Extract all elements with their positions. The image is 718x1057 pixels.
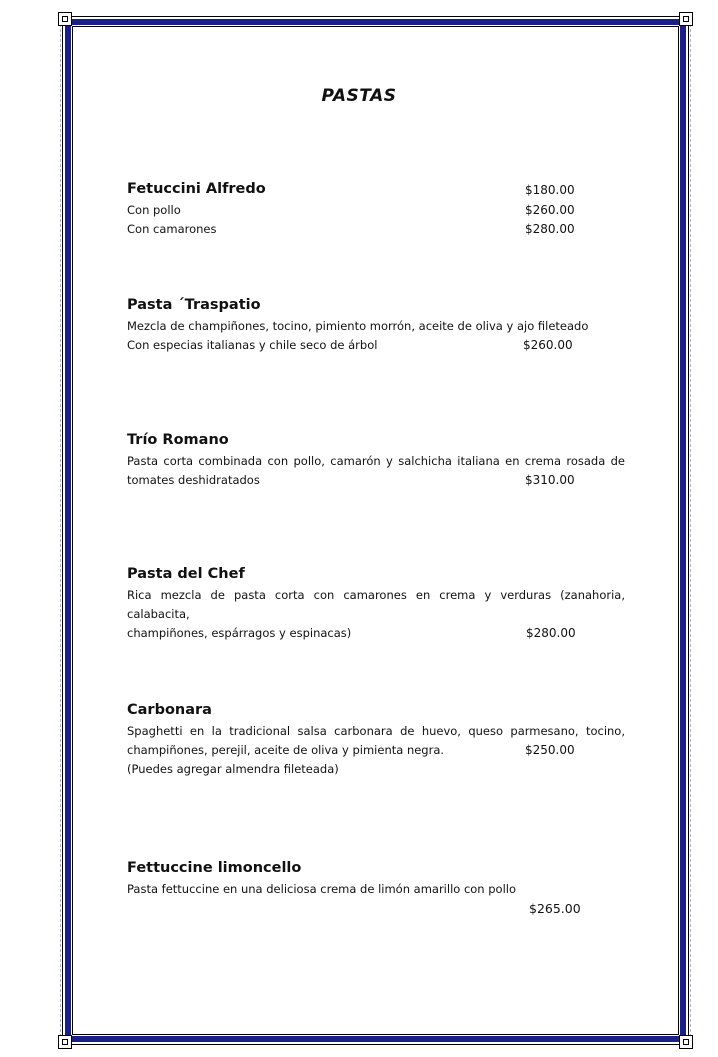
dish-name: Carbonara <box>127 702 212 718</box>
dish-name: Pasta del Chef <box>127 566 245 582</box>
frame-dashed-line-right <box>690 24 691 1037</box>
description-text: Mezcla de champiñones, tocino, pimiento morrón, aceite de oliva y ajo fileteado <box>127 319 589 333</box>
description-text: Rica mezcla de pasta corta con camarones en crema y verduras (zanahoria, calabacita, <box>127 588 625 621</box>
dish-price: $260.00 <box>523 338 573 352</box>
option-text: Con pollo <box>127 203 181 217</box>
description-line <box>127 586 625 624</box>
dish-price: $280.00 <box>526 626 576 640</box>
dish-price: $310.00 <box>525 473 575 487</box>
option-line <box>127 220 625 239</box>
dish-price: $265.00 <box>529 901 581 916</box>
description-line <box>127 722 625 741</box>
description-text: champiñones, perejil, aceite de oliva y pimienta negra. <box>127 743 445 757</box>
dish-name: Pasta ´Traspatio <box>127 297 261 313</box>
description-line <box>127 760 625 779</box>
frame-corner-top-left <box>58 12 72 26</box>
menu-item-trio-romano <box>127 431 625 490</box>
frame-corner-bottom-left <box>58 1035 72 1049</box>
description-line <box>127 336 625 355</box>
option-price: $260.00 <box>525 203 575 217</box>
menu-item-pasta-del-chef <box>127 565 625 643</box>
description-line <box>127 624 625 643</box>
option-text: Con camarones <box>127 222 217 236</box>
description-line <box>127 317 625 336</box>
dish-price: $180.00 <box>525 183 575 197</box>
option-line <box>127 201 625 220</box>
dish-price: $250.00 <box>525 743 575 757</box>
description-line <box>127 880 625 899</box>
menu-item-carbonara <box>127 701 625 779</box>
menu-item-fetuccini-alfredo <box>127 180 625 239</box>
description-text: (Puedes agregar almendra fileteada) <box>127 762 339 776</box>
description-text: champiñones, espárragos y espinacas) <box>127 626 352 640</box>
frame-corner-top-right <box>679 12 693 26</box>
option-price: $280.00 <box>525 222 575 236</box>
page-title: PASTAS <box>321 86 397 106</box>
description-text: tomates deshidratados <box>127 473 260 487</box>
description-line <box>127 471 625 490</box>
dish-name: Fettuccine limoncello <box>127 860 302 876</box>
frame-corner-bottom-right <box>679 1035 693 1049</box>
description-text: Pasta corta combinada con pollo, camarón y salchicha italiana en crema rosada de <box>127 454 625 468</box>
dish-name: Fetuccini Alfredo <box>127 181 266 197</box>
frame-dashed-line-left <box>60 24 61 1037</box>
dish-name: Trío Romano <box>127 432 229 448</box>
description-line <box>127 452 625 471</box>
menu-item-fettuccine-limoncello <box>127 859 625 916</box>
description-line <box>127 741 625 760</box>
description-text: Spaghetti en la tradicional salsa carbonara de huevo, queso parmesano, tocino, <box>127 724 625 738</box>
description-text: Pasta fettuccine en una deliciosa crema de limón amarillo con pollo <box>127 882 517 896</box>
description-text: Con especias italianas y chile seco de árbol <box>127 338 378 352</box>
menu-item-pasta-traspatio <box>127 296 625 355</box>
